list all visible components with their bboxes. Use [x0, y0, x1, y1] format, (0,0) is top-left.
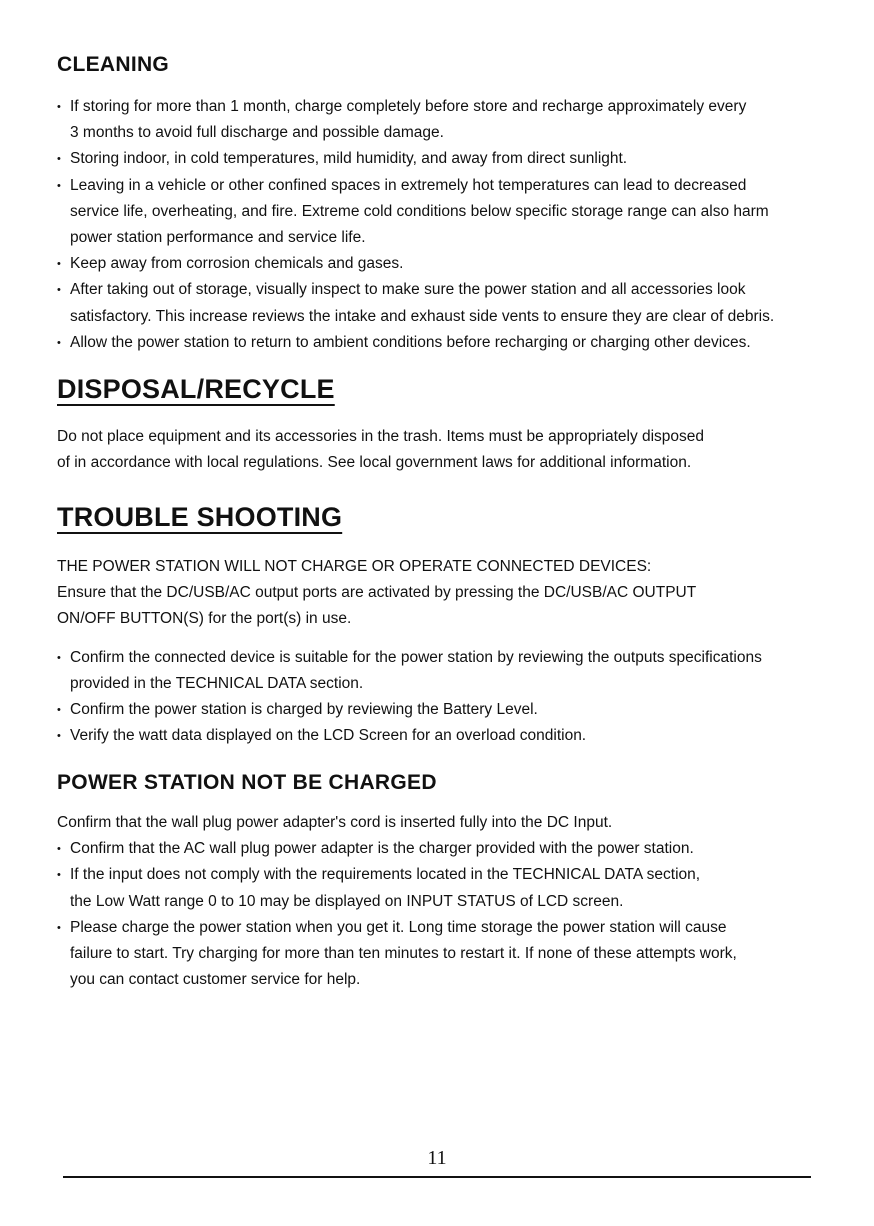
disposal-line: of in accordance with local regulations. See local government laws for additional information.	[57, 454, 692, 472]
bullet-item	[57, 836, 847, 862]
not-charged-section	[57, 771, 847, 993]
bullet-text-line: provided in the TECHNICAL DATA section.	[70, 674, 364, 692]
bullet-item	[57, 251, 847, 277]
bullet-dot: •	[57, 258, 61, 271]
bullet-item	[57, 915, 847, 994]
bullet-text-line: Confirm the power station is charged by reviewing the Battery Level.	[70, 701, 538, 719]
bullet-dot: •	[57, 179, 61, 192]
bullet-text-line: Confirm that the AC wall plug power adapter is the charger provided with the power station.	[70, 840, 694, 858]
bullet-text-line: Leaving in a vehicle or other confined spaces in extremely hot temperatures can lead to decreased	[70, 176, 747, 194]
bullet-dot: •	[57, 153, 61, 166]
not-charged-heading: POWER STATION NOT BE CHARGED	[57, 771, 437, 794]
bullet-dot: •	[57, 651, 61, 664]
bullet-text-line: you can contact customer service for help.	[70, 971, 361, 989]
bullet-dot: •	[57, 869, 61, 882]
trouble-section	[57, 502, 847, 749]
bullet-dot: •	[57, 704, 61, 717]
bullet-item	[57, 146, 847, 172]
bullet-text-line: Storing indoor, in cold temperatures, mild humidity, and away from direct sunlight.	[70, 150, 628, 168]
page-number: 11	[427, 1147, 447, 1169]
disposal-section	[57, 374, 847, 476]
trouble-intro-line: THE POWER STATION WILL NOT CHARGE OR OPERATE CONNECTED DEVICES:	[57, 558, 652, 575]
bullet-dot: •	[57, 921, 61, 934]
bullet-dot: •	[57, 336, 61, 349]
bullet-text-line: Confirm the connected device is suitable for the power station by reviewing the outputs specifications	[70, 648, 762, 666]
bullet-dot: •	[57, 843, 61, 856]
footer-rule	[63, 1176, 811, 1178]
bullet-text-line: failure to start. Try charging for more than ten minutes to restart it. If none of these attempts work,	[70, 945, 737, 963]
bullet-text-line: satisfactory. This increase reviews the intake and exhaust side vents to ensure they are clear of debris.	[70, 307, 775, 325]
trouble-heading: TROUBLE SHOOTING	[57, 502, 343, 532]
bullet-dot: •	[57, 284, 61, 297]
bullet-item	[57, 173, 847, 252]
disposal-heading: DISPOSAL/RECYCLE	[57, 374, 335, 404]
bullet-item	[57, 723, 847, 749]
not-charged-intro: Confirm that the wall plug power adapter's cord is inserted fully into the DC Input.	[57, 814, 613, 831]
bullet-text-line: Keep away from corrosion chemicals and gases.	[70, 255, 404, 273]
bullet-text-line: Allow the power station to return to ambient conditions before recharging or charging other devices.	[70, 333, 751, 351]
bullet-item	[57, 330, 847, 356]
bullet-text-line: Verify the watt data displayed on the LCD Screen for an overload condition.	[70, 727, 587, 745]
bullet-dot: •	[57, 730, 61, 743]
trouble-list	[57, 645, 847, 750]
bullet-text-line: If the input does not comply with the requirements located in the TECHNICAL DATA section,	[70, 866, 701, 884]
bullet-text-line: After taking out of storage, visually inspect to make sure the power station and all accessories look	[70, 281, 746, 299]
disposal-line: Do not place equipment and its accessories in the trash. Items must be appropriately disposed	[57, 428, 705, 445]
bullet-item	[57, 94, 847, 146]
not-charged-list	[57, 836, 847, 993]
bullet-item	[57, 697, 847, 723]
bullet-text-line: Please charge the power station when you get it. Long time storage the power station will cause	[70, 918, 727, 936]
trouble-intro-line: Ensure that the DC/USB/AC output ports are activated by pressing the DC/USB/AC OUTPUT	[57, 584, 697, 602]
cleaning-section	[57, 53, 847, 356]
bullet-text-line: If storing for more than 1 month, charge completely before store and recharge approximately every	[70, 98, 747, 115]
trouble-intro-line: ON/OFF BUTTON(S) for the port(s) in use.	[57, 610, 352, 628]
bullet-item	[57, 862, 847, 914]
bullet-text-line: the Low Watt range 0 to 10 may be displayed on INPUT STATUS of LCD screen.	[70, 892, 624, 910]
bullet-text-line: power station performance and service life.	[70, 229, 366, 247]
bullet-item	[57, 277, 847, 329]
bullet-text-line: service life, overheating, and fire. Extreme cold conditions below specific storage range can also harm	[70, 202, 769, 220]
cleaning-heading: CLEANING	[57, 53, 170, 76]
bullet-text-line: 3 months to avoid full discharge and possible damage.	[70, 124, 444, 142]
cleaning-list	[57, 94, 847, 356]
bullet-item	[57, 645, 847, 697]
bullet-dot: •	[57, 101, 61, 113]
